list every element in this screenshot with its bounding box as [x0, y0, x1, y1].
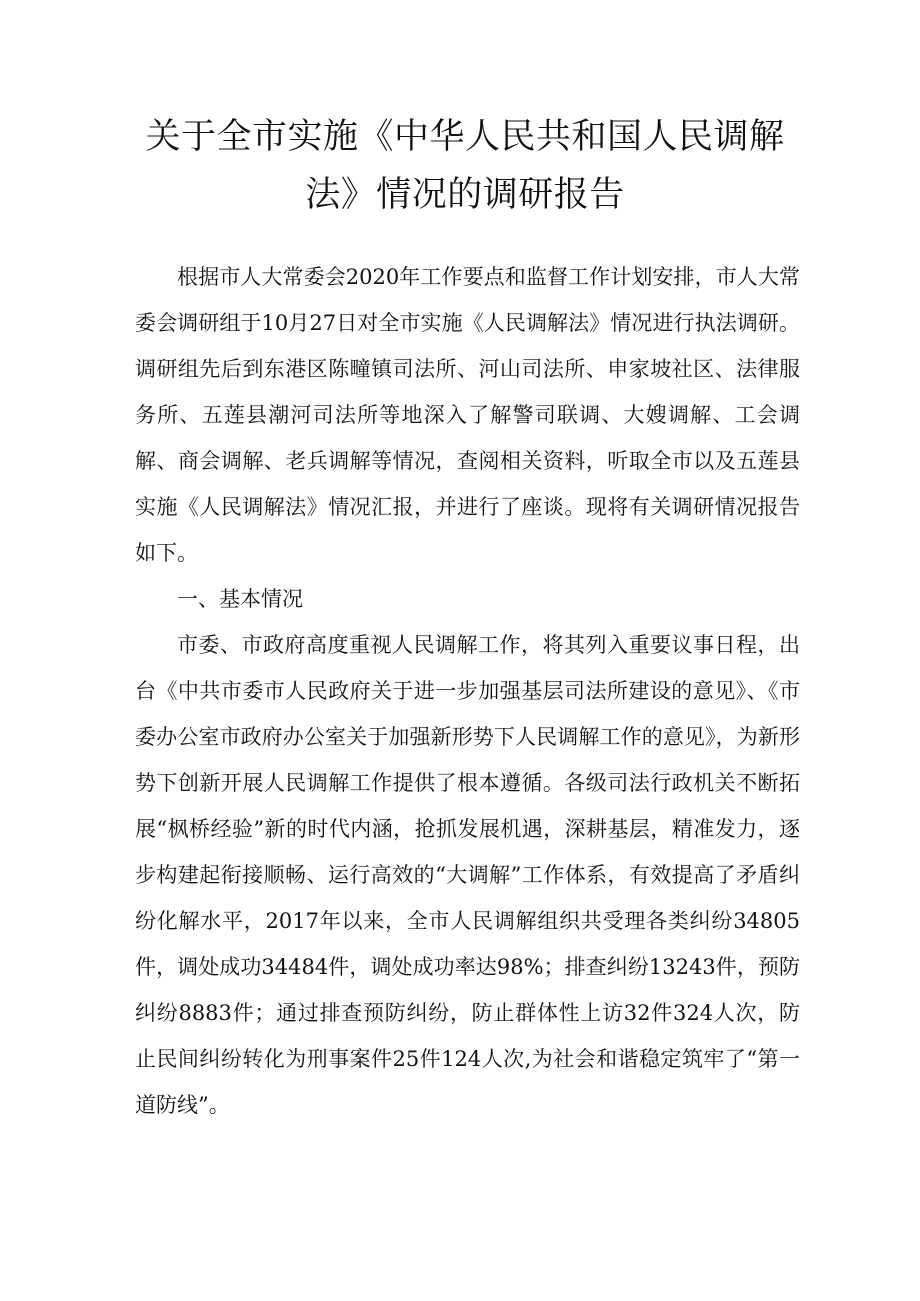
document-title — [120, 108, 810, 224]
document-body — [135, 254, 800, 1128]
basic-situation-paragraph: 市委、市政府高度重视人民调解工作，将其列入重要议事日程，出台《中共市委市人民政府关于进一步加强基层司法所建设的意见》、《市委办公室市政府办公室关于加强新形势下人民调解工作的意见》，为新形势下创新开展人民调解工作提供了根本遵循。各级司法行政机关不断拓展“枫桥经验”新的时代内涵，抢抓发展机遇，深耕基层，精准发力，逐步构建起衔接顺畅、运行高效的“大调解”工作体系，有效提高了矛盾纠纷化解水平，2017年以来，全市人民调解组织共受理各类纠纷34805件，调处成功34484件，调处成功率达98%；排查纠纷13243件，预防纠纷8883件；通过排查预防纠纷，防止群体性上访32件324人次，防止民间纠纷转化为刑事案件25件124人次,为社会和谐稳定筑牢了“第一道防线”。 — [135, 633, 800, 1117]
title-line-2: 法》情况的调研报告 — [305, 175, 625, 215]
title-line-1: 关于全市实施《中华人民共和国人民调解 — [145, 117, 785, 157]
section-heading-basic-situation: 一、基本情况 — [177, 587, 303, 611]
intro-paragraph: 根据市人大常委会2020年工作要点和监督工作计划安排，市人大常委会调研组于10月27日对全市实施《人民调解法》情况进行执法调研。调研组先后到东港区陈疃镇司法所、河山司法所、申家坡社区、法律服务所、五莲县潮河司法所等地深入了解警司联调、大嫂调解、工会调解、商会调解、老兵调解等情况，查阅相关资料，听取全市以及五莲县实施《人民调解法》情况汇报，并进行了座谈。现将有关调研情况报告如下。 — [135, 265, 800, 565]
